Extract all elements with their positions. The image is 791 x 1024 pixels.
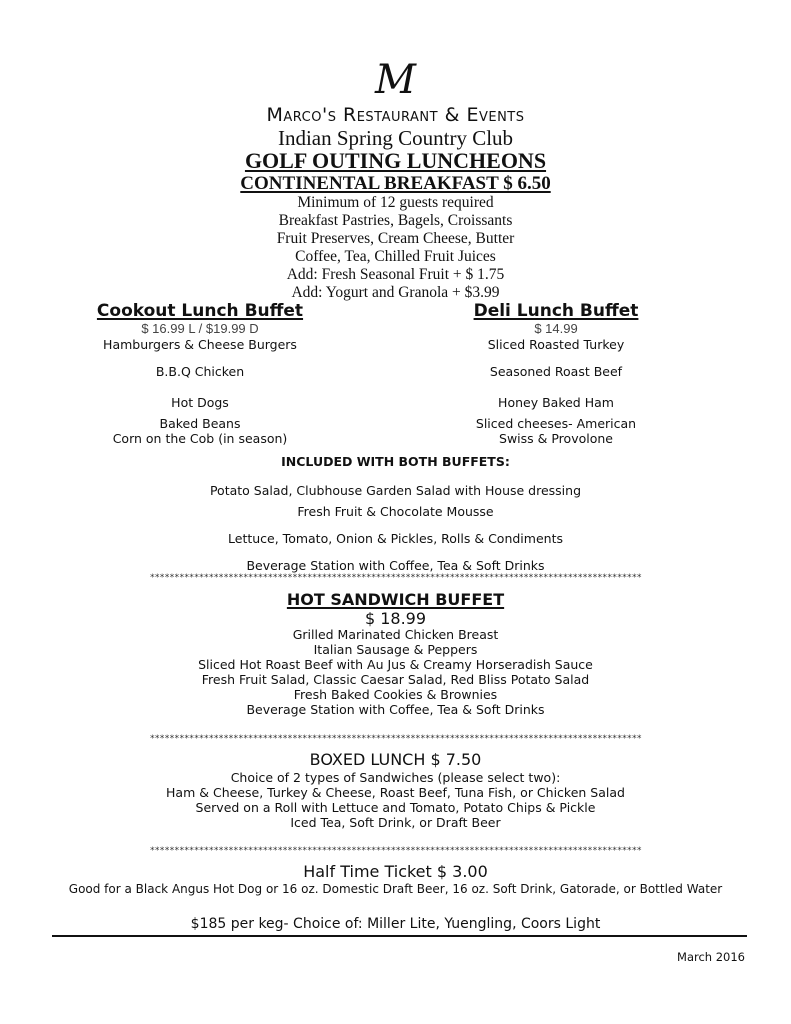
- separator: ****************************************************************************************************: [149, 846, 642, 856]
- cookout-item: B.B.Q Chicken: [155, 364, 245, 379]
- deli-item: Seasoned Roast Beef: [489, 364, 623, 379]
- deli-buffet-price: $ 14.99: [534, 321, 578, 336]
- hot-sandwich-line: Grilled Marinated Chicken Breast: [292, 627, 499, 642]
- half-time-title: Half Time Ticket $ 3.00: [303, 862, 488, 881]
- deli-item: Sliced cheeses- American: [475, 416, 637, 431]
- footer-date: March 2016: [677, 950, 745, 964]
- cookout-item: Baked Beans: [159, 416, 241, 431]
- breakfast-line: Add: Yogurt and Granola + $3.99: [291, 284, 500, 301]
- deli-item: Sliced Roasted Turkey: [487, 337, 625, 352]
- boxed-lunch-line: Served on a Roll with Lettuce and Tomato, Potato Chips & Pickle: [195, 800, 596, 815]
- breakfast-line: Breakfast Pastries, Bagels, Croissants: [278, 212, 513, 229]
- continental-breakfast-title: CONTINENTAL BREAKFAST $ 6.50: [240, 173, 551, 194]
- separator: ****************************************************************************************************: [149, 734, 642, 744]
- hot-sandwich-line: Sliced Hot Roast Beef with Au Jus & Creamy Horseradish Sauce: [198, 657, 593, 672]
- boxed-lunch-line: Ham & Cheese, Turkey & Cheese, Roast Beef, Tuna Fish, or Chicken Salad: [166, 785, 625, 800]
- page-title: GOLF OUTING LUNCHEONS: [244, 148, 547, 173]
- hot-sandwich-price: $ 18.99: [364, 609, 427, 628]
- restaurant-name: Marco's Restaurant & Events: [266, 104, 525, 126]
- half-time-line: Good for a Black Angus Hot Dog or 16 oz. Domestic Draft Beer, 16 oz. Soft Drink, Gatorade, or Bottled Water: [68, 882, 723, 896]
- hot-sandwich-line: Fresh Fruit Salad, Classic Caesar Salad, Red Bliss Potato Salad: [201, 672, 590, 687]
- included-line: Fresh Fruit & Chocolate Mousse: [297, 504, 494, 519]
- hot-sandwich-title: HOT SANDWICH BUFFET: [286, 590, 505, 609]
- breakfast-line: Coffee, Tea, Chilled Fruit Juices: [295, 248, 496, 265]
- breakfast-line: Fruit Preserves, Cream Cheese, Butter: [276, 230, 515, 247]
- hot-sandwich-line: Beverage Station with Coffee, Tea & Soft Drinks: [246, 702, 545, 717]
- boxed-lunch-line: Iced Tea, Soft Drink, or Draft Beer: [290, 815, 501, 830]
- cookout-item: Hamburgers & Cheese Burgers: [103, 337, 297, 352]
- cookout-item: Hot Dogs: [171, 395, 229, 410]
- cookout-item: Corn on the Cob (in season): [112, 431, 288, 446]
- included-line: Lettuce, Tomato, Onion & Pickles, Rolls & Condiments: [228, 531, 563, 546]
- cookout-buffet-price: $ 16.99 L / $19.99 D: [141, 321, 259, 336]
- boxed-lunch-line: Choice of 2 types of Sandwiches (please select two):: [230, 770, 561, 785]
- separator: ****************************************************************************************************: [149, 573, 642, 583]
- included-line: Beverage Station with Coffee, Tea & Soft Drinks: [246, 558, 545, 573]
- keg-line: $185 per keg- Choice of: Miller Lite, Yuengling, Coors Light: [190, 916, 601, 932]
- breakfast-line: Minimum of 12 guests required: [297, 194, 494, 211]
- breakfast-line: Add: Fresh Seasonal Fruit + $ 1.75: [286, 266, 505, 283]
- hot-sandwich-line: Italian Sausage & Peppers: [313, 642, 478, 657]
- deli-item: Swiss & Provolone: [499, 431, 613, 446]
- venue-name: Indian Spring Country Club: [277, 126, 514, 150]
- boxed-lunch-title: BOXED LUNCH $ 7.50: [309, 750, 482, 769]
- logo-monogram: M: [375, 57, 416, 103]
- hot-sandwich-line: Fresh Baked Cookies & Brownies: [293, 687, 498, 702]
- deli-item: Honey Baked Ham: [498, 395, 614, 410]
- divider: [52, 935, 747, 937]
- deli-buffet-title: Deli Lunch Buffet: [473, 301, 639, 321]
- included-title: INCLUDED WITH BOTH BUFFETS:: [281, 454, 510, 469]
- cookout-buffet-title: Cookout Lunch Buffet: [96, 301, 304, 321]
- included-line: Potato Salad, Clubhouse Garden Salad with House dressing: [209, 483, 582, 498]
